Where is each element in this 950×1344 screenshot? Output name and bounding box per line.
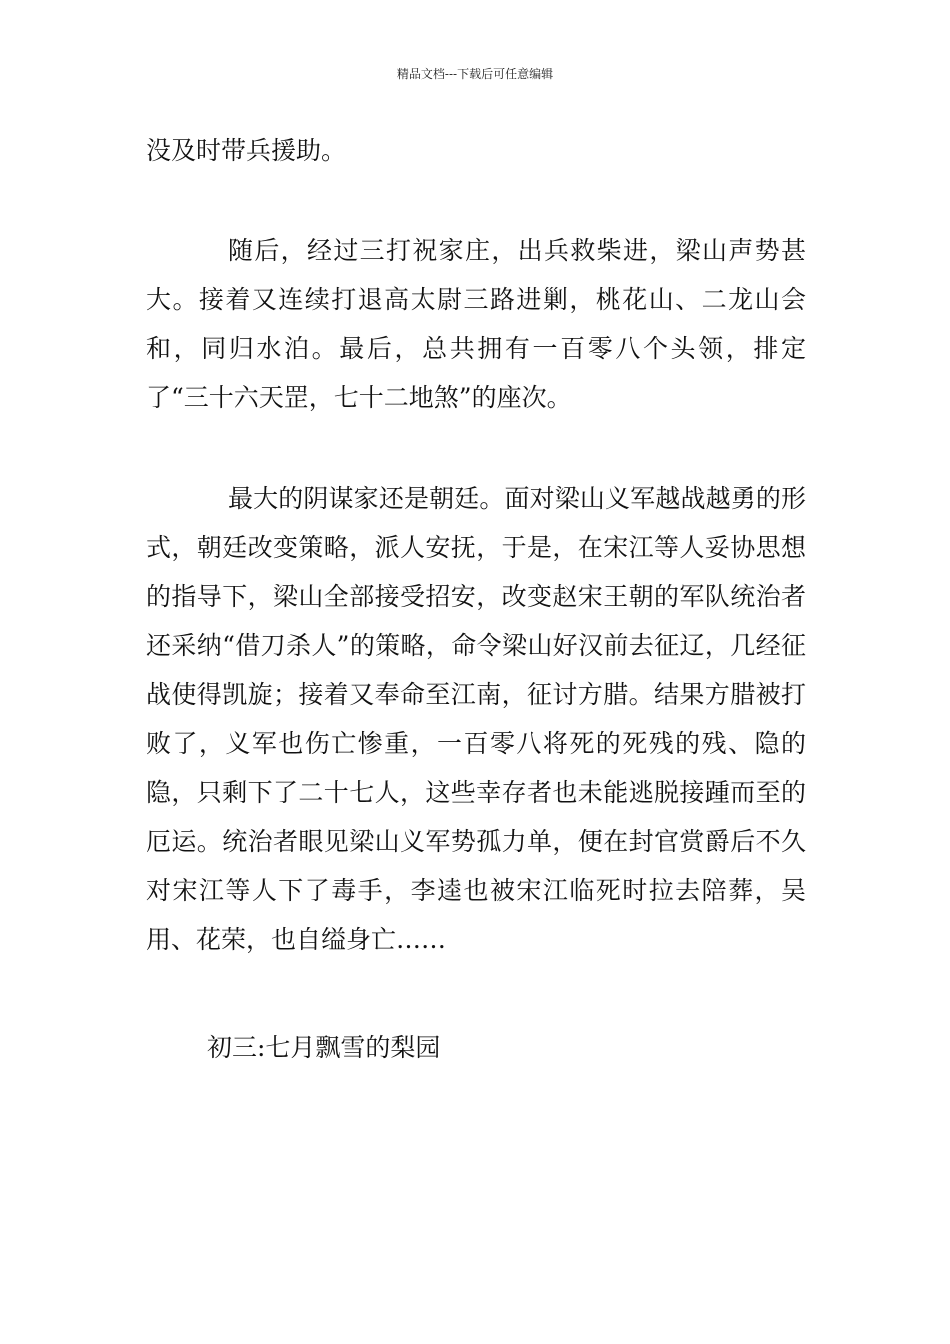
page-header: 精品文档---下载后可任意编辑 xyxy=(396,67,554,81)
section-heading: 初三:七月飘雪的梨园 xyxy=(207,1033,441,1062)
paragraph-continuation: 没及时带兵援助。 xyxy=(146,136,347,165)
paragraph-court-conspiracy: 最大的阴谋家还是朝廷。面对梁山义军越战越勇的形式，朝廷改变策略，派人安抚，于是，在宋江等人妥协思想的指导下，梁山全部接受招安，改变赵宋王朝的军队统治者还采纳“借刀杀人”的策略，命令梁山好汉前去征辽，几经征战使得凯旋；接着又奉命至江南，征讨方腊。结果方腊被打败了，义军也伤亡惨重，一百零八将死的死残的残、隐的隐，只剩下了二十七人，这些幸存者也未能逃脱接踵而至的厄运。统治者眼见梁山义军势孤力单，便在封官赏爵后不久对宋江等人下了毒手，李逵也被宋江临死时拉去陪葬，吴用、花荣，也自缢身亡…… xyxy=(146,484,806,954)
paragraph-liangshan-rise: 随后，经过三打祝家庄，出兵救柴进，梁山声势甚大。接着又连续打退高太尉三路进剿，桃花山、二龙山会和，同归水泊。最后，总共拥有一百零八个头领，排定了“三十六天罡，七十二地煞”的座次。 xyxy=(146,236,806,412)
